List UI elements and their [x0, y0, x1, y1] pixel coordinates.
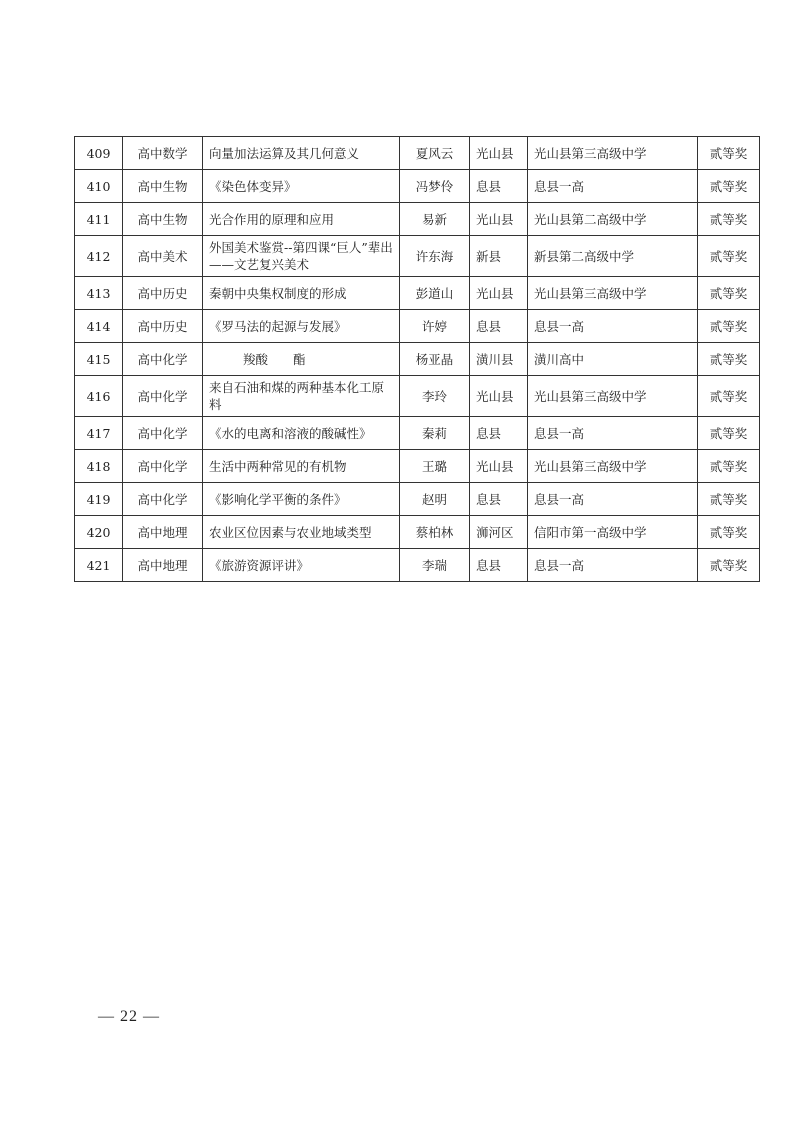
table-row	[75, 376, 760, 417]
row-county: 光山县	[470, 137, 528, 170]
row-teacher-name: 秦莉	[400, 417, 470, 450]
row-number: 416	[75, 376, 123, 417]
row-number: 413	[75, 277, 123, 310]
row-lesson-title: 农业区位因素与农业地域类型	[203, 516, 400, 549]
table-row	[75, 137, 760, 170]
table-row	[75, 483, 760, 516]
row-lesson-title: 《旅游资源评讲》	[203, 549, 400, 582]
row-school: 新县第二高级中学	[528, 236, 698, 277]
row-teacher-name: 李瑞	[400, 549, 470, 582]
row-number: 417	[75, 417, 123, 450]
row-number: 415	[75, 343, 123, 376]
row-prize: 贰等奖	[698, 277, 760, 310]
row-school: 信阳市第一高级中学	[528, 516, 698, 549]
row-lesson-title: 来自石油和煤的两种基本化工原料	[203, 376, 400, 417]
row-county: 光山县	[470, 450, 528, 483]
row-teacher-name: 王璐	[400, 450, 470, 483]
row-prize: 贰等奖	[698, 170, 760, 203]
row-teacher-name: 李玲	[400, 376, 470, 417]
row-subject: 高中地理	[123, 516, 203, 549]
page-number: — 22 —	[98, 1008, 160, 1025]
row-subject: 高中化学	[123, 450, 203, 483]
row-school: 光山县第二高级中学	[528, 203, 698, 236]
row-number: 411	[75, 203, 123, 236]
row-number: 421	[75, 549, 123, 582]
row-lesson-title: 《罗马法的起源与发展》	[203, 310, 400, 343]
table-row	[75, 203, 760, 236]
row-teacher-name: 夏风云	[400, 137, 470, 170]
row-number: 420	[75, 516, 123, 549]
row-school: 光山县第三高级中学	[528, 450, 698, 483]
row-subject: 高中化学	[123, 483, 203, 516]
row-county: 息县	[470, 417, 528, 450]
row-teacher-name: 许东海	[400, 236, 470, 277]
row-lesson-title: 《水的电离和溶液的酸碱性》	[203, 417, 400, 450]
table-row	[75, 343, 760, 376]
table-row	[75, 450, 760, 483]
row-prize: 贰等奖	[698, 236, 760, 277]
row-prize: 贰等奖	[698, 516, 760, 549]
row-prize: 贰等奖	[698, 549, 760, 582]
row-lesson-title: 生活中两种常见的有机物	[203, 450, 400, 483]
row-teacher-name: 彭道山	[400, 277, 470, 310]
row-lesson-title: 外国美术鉴赏--第四课“巨人”辈出——文艺复兴美术	[203, 236, 400, 277]
row-lesson-title: 《染色体变异》	[203, 170, 400, 203]
row-number: 410	[75, 170, 123, 203]
row-number: 409	[75, 137, 123, 170]
row-prize: 贰等奖	[698, 450, 760, 483]
awards-table	[74, 136, 760, 582]
row-prize: 贰等奖	[698, 376, 760, 417]
row-school: 息县一高	[528, 417, 698, 450]
row-subject: 高中数学	[123, 137, 203, 170]
row-county: 息县	[470, 549, 528, 582]
row-lesson-title: 秦朝中央集权制度的形成	[203, 277, 400, 310]
row-subject: 高中历史	[123, 277, 203, 310]
row-school: 光山县第三高级中学	[528, 277, 698, 310]
row-lesson-title: 向量加法运算及其几何意义	[203, 137, 400, 170]
row-lesson-title: 《影响化学平衡的条件》	[203, 483, 400, 516]
row-subject: 高中化学	[123, 343, 203, 376]
row-school: 光山县第三高级中学	[528, 137, 698, 170]
row-number: 419	[75, 483, 123, 516]
row-county: 息县	[470, 483, 528, 516]
row-subject: 高中历史	[123, 310, 203, 343]
row-teacher-name: 冯梦伶	[400, 170, 470, 203]
row-county: 光山县	[470, 277, 528, 310]
row-lesson-title: 光合作用的原理和应用	[203, 203, 400, 236]
table-row	[75, 310, 760, 343]
row-subject: 高中地理	[123, 549, 203, 582]
row-teacher-name: 易新	[400, 203, 470, 236]
row-school: 息县一高	[528, 549, 698, 582]
awards-table-body	[75, 137, 760, 582]
row-county: 潢川县	[470, 343, 528, 376]
row-teacher-name: 蔡柏林	[400, 516, 470, 549]
row-prize: 贰等奖	[698, 203, 760, 236]
row-prize: 贰等奖	[698, 343, 760, 376]
table-row	[75, 277, 760, 310]
row-county: 息县	[470, 170, 528, 203]
row-prize: 贰等奖	[698, 483, 760, 516]
row-county: 光山县	[470, 203, 528, 236]
table-row	[75, 516, 760, 549]
row-number: 412	[75, 236, 123, 277]
row-prize: 贰等奖	[698, 417, 760, 450]
row-number: 414	[75, 310, 123, 343]
row-school: 光山县第三高级中学	[528, 376, 698, 417]
row-county: 新县	[470, 236, 528, 277]
row-prize: 贰等奖	[698, 310, 760, 343]
row-school: 息县一高	[528, 170, 698, 203]
row-subject: 高中生物	[123, 203, 203, 236]
row-school: 息县一高	[528, 310, 698, 343]
table-row	[75, 170, 760, 203]
row-prize: 贰等奖	[698, 137, 760, 170]
row-teacher-name: 杨亚晶	[400, 343, 470, 376]
row-county: 息县	[470, 310, 528, 343]
row-teacher-name: 许婷	[400, 310, 470, 343]
row-teacher-name: 赵明	[400, 483, 470, 516]
row-subject: 高中化学	[123, 376, 203, 417]
row-school: 潢川高中	[528, 343, 698, 376]
row-lesson-title: 羧酸 酯	[203, 343, 400, 376]
row-subject: 高中化学	[123, 417, 203, 450]
table-row	[75, 549, 760, 582]
row-county: 浉河区	[470, 516, 528, 549]
row-subject: 高中美术	[123, 236, 203, 277]
table-row	[75, 417, 760, 450]
row-subject: 高中生物	[123, 170, 203, 203]
table-row	[75, 236, 760, 277]
row-school: 息县一高	[528, 483, 698, 516]
row-county: 光山县	[470, 376, 528, 417]
row-number: 418	[75, 450, 123, 483]
